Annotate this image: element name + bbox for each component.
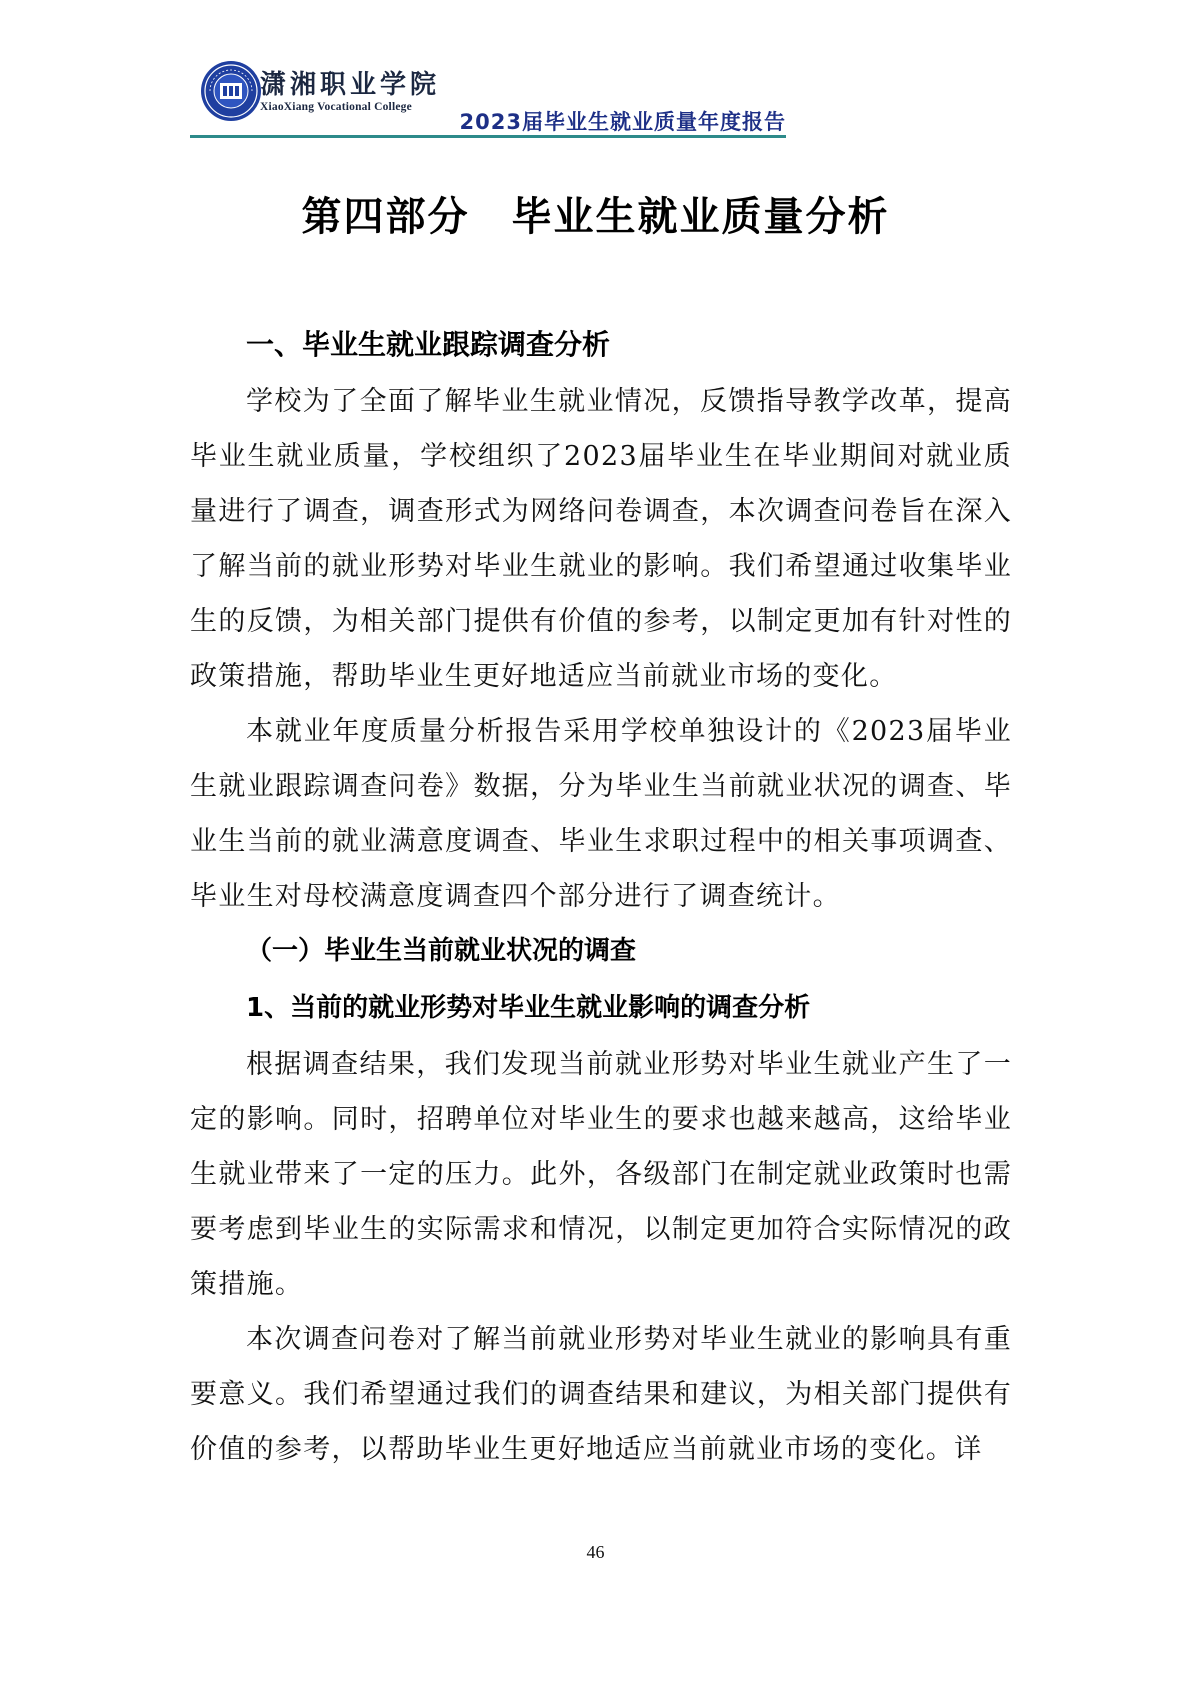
section-heading: 一、毕业生就业跟踪调查分析 — [246, 328, 611, 361]
item-heading: 1、当前的就业形势对毕业生就业影响的调查分析 — [246, 993, 811, 1023]
subsection-heading: （一）毕业生当前就业状况的调查 — [246, 936, 637, 966]
page-number: 46 — [586, 1542, 605, 1562]
body-paragraph: 根据调查结果，我们发现当前就业形势对毕业生就业产生了一定的影响。同时，招聘单位对毕业生的要求也越来越高，这给毕业生就业带来了一定的压力。此外，各级部门在制定就业政策时也需要考虑到毕业生的实际需求和情况，以制定更加符合实际情况的政策措施。 — [190, 1049, 1012, 1300]
college-name-cn: 潇湘职业学院 — [260, 70, 441, 100]
document-body — [190, 322, 1012, 1477]
part-title: 第四部分 毕业生就业质量分析 — [301, 194, 890, 240]
college-name-en: XiaoXiang Vocational College — [260, 101, 412, 113]
body-paragraph: 学校为了全面了解毕业生就业情况，反馈指导教学改革，提高毕业生就业质量，学校组织了2023届毕业生在毕业期间对就业质量进行了调查，调查形式为网络问卷调查，本次调查问卷旨在深入了解当前的就业形势对毕业生就业的影响。我们希望通过收集毕业生的反馈，为相关部门提供有价值的参考，以制定更加有针对性的政策措施，帮助毕业生更好地适应当前就业市场的变化。 — [190, 386, 1012, 692]
report-title: 2023届毕业生就业质量年度报告 — [459, 110, 786, 134]
header-divider — [190, 135, 786, 138]
page-header — [190, 54, 786, 140]
body-paragraph: 本就业年度质量分析报告采用学校单独设计的《2023届毕业生就业跟踪调查问卷》数据，分为毕业生当前就业状况的调查、毕业生当前的就业满意度调查、毕业生求职过程中的相关事项调查、毕业生对母校满意度调查四个部分进行了调查统计。 — [190, 716, 1012, 912]
body-paragraph: 本次调查问卷对了解当前就业形势对毕业生就业的影响具有重要意义。我们希望通过我们的调查结果和建议，为相关部门提供有价值的参考，以帮助毕业生更好地适应当前就业市场的变化。详 — [190, 1324, 1012, 1465]
college-seal-icon — [200, 60, 262, 122]
